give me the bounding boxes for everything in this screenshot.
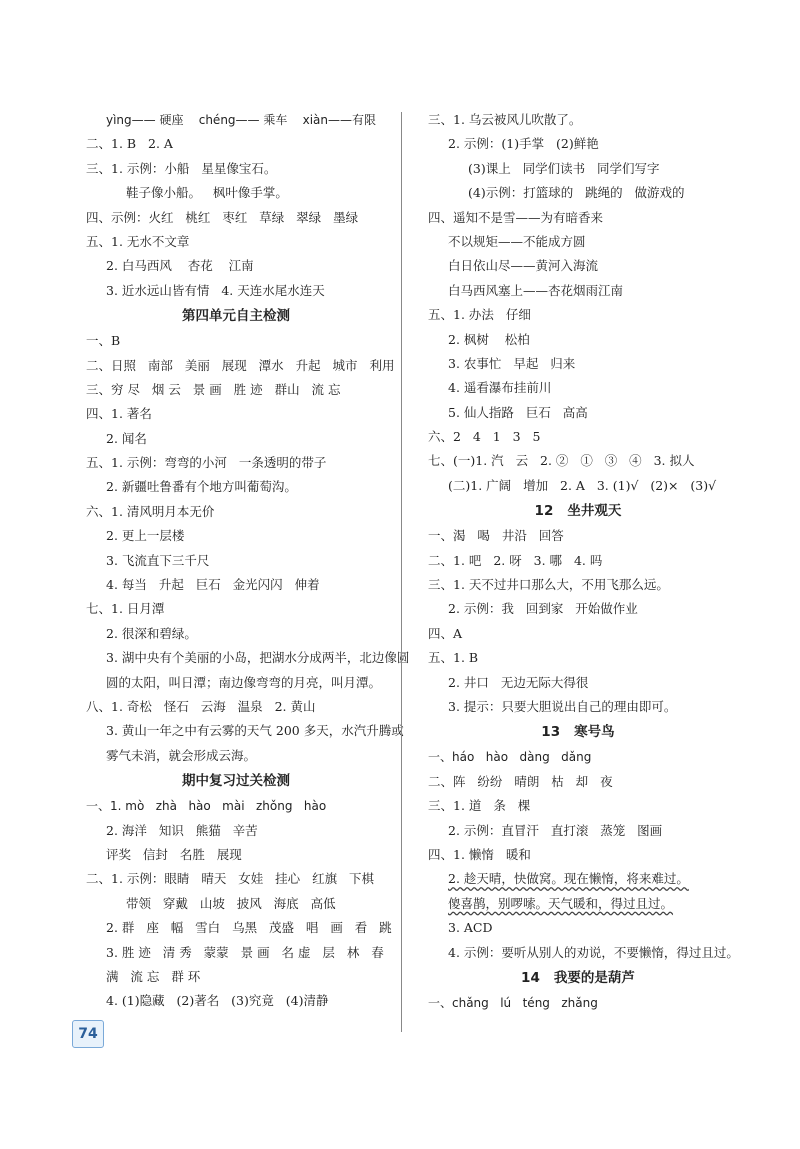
left-column [86,108,410,1014]
answer-line: 2. 更上一层楼 [106,528,185,544]
answer-line: 2. 示例：我 回到家 开始做作业 [448,601,638,617]
page-number: 74 [72,1020,104,1048]
answer-line: 四、遥知不是雪——为有暗香来 [428,209,604,225]
section-heading: 期中复习过关检测 [182,773,290,790]
answer-line: 评奖 信封 名胜 展现 [106,846,242,862]
answer-line: 3. ACD [448,920,493,936]
section-heading: 13 寒号鸟 [541,724,615,741]
answer-line: 二、1. 示例：眼睛 晴天 女娃 挂心 红旗 下棋 [86,871,375,887]
answer-line: 六、1. 清风明月本无价 [86,503,215,519]
answer-line: 四、1. 著名 [86,406,152,422]
answer-line: 白日依山尽——黄河入海流 [448,258,599,274]
column-divider [401,112,402,1032]
answer-line: 八、1. 奇松 怪石 云海 温泉 2. 黄山 [86,698,316,714]
answer-line: 圆的太阳，叫日潭；南边像弯弯的月亮，叫月潭。 [106,674,382,690]
answer-line: 一、B [86,333,121,349]
answer-line: 4. 每当 升起 巨石 金光闪闪 伸着 [106,577,320,593]
answer-line: 2. 趁天晴，快做窝。现在懒惰，将来难过。 [448,871,689,887]
answer-line: 一、1. mò zhà hào mài zhǒng hào [86,799,327,814]
answer-line: 3. 近水远山皆有情 4. 天连水尾水连天 [106,282,325,298]
answer-line: 带领 穿戴 山坡 披风 海底 高低 [126,895,336,911]
answer-line: (3)课上 同学们读书 同学们写字 [468,160,660,176]
answer-line: 五、1. 无水不文章 [86,233,190,249]
answer-line: 七、1. 日月潭 [86,601,165,617]
answer-line: 七、(一)1. 汽 云 2. ② ① ③ ④ 3. 拟人 [428,453,695,469]
answer-line: 二、1. 吧 2. 呀 3. 哪 4. 吗 [428,552,603,568]
answer-line: 二、日照 南部 美丽 展现 潭水 升起 城市 利用 [86,357,395,373]
answer-line: 3. 胜 迹 清 秀 蒙蒙 景 画 名 虚 层 林 春 [106,944,384,960]
answer-line: 三、1. 天不过井口那么大，不用飞那么远。 [428,577,669,593]
answer-line: 二、阵 纷纷 晴朗 枯 却 夜 [428,773,613,789]
section-heading: 14 我要的是葫芦 [521,969,635,986]
section-heading: 12 坐井观天 [534,503,622,520]
answer-line: 四、示例：火红 桃红 枣红 草绿 翠绿 墨绿 [86,209,359,225]
answer-line: 4. 示例：要听从别人的劝说，不要懒惰，得过且过。 [448,944,739,960]
answer-line: 3. 湖中央有个美丽的小岛，把湖水分成两半，北边像圆 [106,650,410,666]
answer-line: 5. 仙人指路 巨石 高高 [448,404,588,420]
answer-line: yìng—— 硬座 chéng—— 乘车 xiàn——有限 [106,113,377,127]
answer-line: 白马西风塞上——杏花烟雨江南 [448,282,624,298]
answer-line: (二)1. 广阔 增加 2. A 3. (1)√ (2)× (3)√ [448,477,717,493]
answer-line: 三、穷 尽 烟 云 景 画 胜 迹 群山 流 忘 [86,381,341,397]
answer-line: 2. 新疆吐鲁番有个地方叫葡萄沟。 [106,479,297,495]
answer-line: 2. 闻名 [106,430,147,446]
answer-line: 五、1. 示例：弯弯的小河 一条透明的带子 [86,455,327,471]
answer-line: 2. 枫树 松柏 [448,331,530,347]
answer-line: 三、1. 道 条 棵 [428,798,531,814]
answer-line: 2. 海洋 知识 熊猫 辛苦 [106,822,258,838]
answer-line: 2. 群 座 幅 雪白 乌黑 茂盛 唱 画 看 跳 [106,920,392,936]
answer-line: 3. 飞流直下三千尺 [106,552,210,568]
answer-line: 4. 遥看瀑布挂前川 [448,380,552,396]
answer-line: 鞋子像小船。 枫叶像手掌。 [126,185,288,201]
answer-line: 三、1. 乌云被风儿吹散了。 [428,112,582,127]
answer-line: 3. 黄山一年之中有云雾的天气 200 多天，水汽升腾或 [106,723,404,739]
answer-line: 不以规矩——不能成方圆 [448,233,586,249]
answer-line: 2. 很深和碧绿。 [106,625,197,641]
answer-line: 傻喜鹊，别啰嗦。天气暖和，得过且过。 [448,895,674,911]
answer-line: 满 流 忘 群 环 [106,968,201,984]
right-column [428,108,739,1015]
answer-line: 2. 白马西风 杏花 江南 [106,258,254,274]
answer-line: 三、1. 示例：小船 星星像宝石。 [86,160,277,176]
answer-line: 一、háo hào dàng dǎng [428,750,592,765]
answer-line: 3. 提示：只要大胆说出自己的理由即可。 [448,698,677,714]
answer-line: 五、1. B [428,650,479,666]
answer-line: 3. 农事忙 早起 归来 [448,355,576,371]
answer-line: 四、1. 懒惰 暖和 [428,846,531,862]
answer-line: 2. 示例：(1)手掌 (2)鲜艳 [448,136,599,152]
answer-line: 二、1. B 2. A [86,136,173,152]
answer-line: 雾气未消，就会形成云海。 [106,747,257,763]
answer-line: 一、chǎng lú téng zhǎng [428,995,598,1010]
answer-line: 4. (1)隐藏 (2)著名 (3)究竟 (4)清静 [106,993,329,1009]
answer-line: 一、渴 喝 井沿 回答 [428,528,564,544]
answer-line: 四、A [428,625,463,641]
answer-line: (4)示例：打篮球的 跳绳的 做游戏的 [468,185,685,201]
answer-line: 五、1. 办法 仔细 [428,307,531,323]
section-heading: 第四单元自主检测 [182,308,290,325]
answer-line: 2. 示例：直冒汗 直打滚 蒸笼 图画 [448,822,663,838]
answer-line: 2. 井口 无边无际大得很 [448,674,589,690]
answer-line: 六、2 4 1 3 5 [428,429,541,445]
